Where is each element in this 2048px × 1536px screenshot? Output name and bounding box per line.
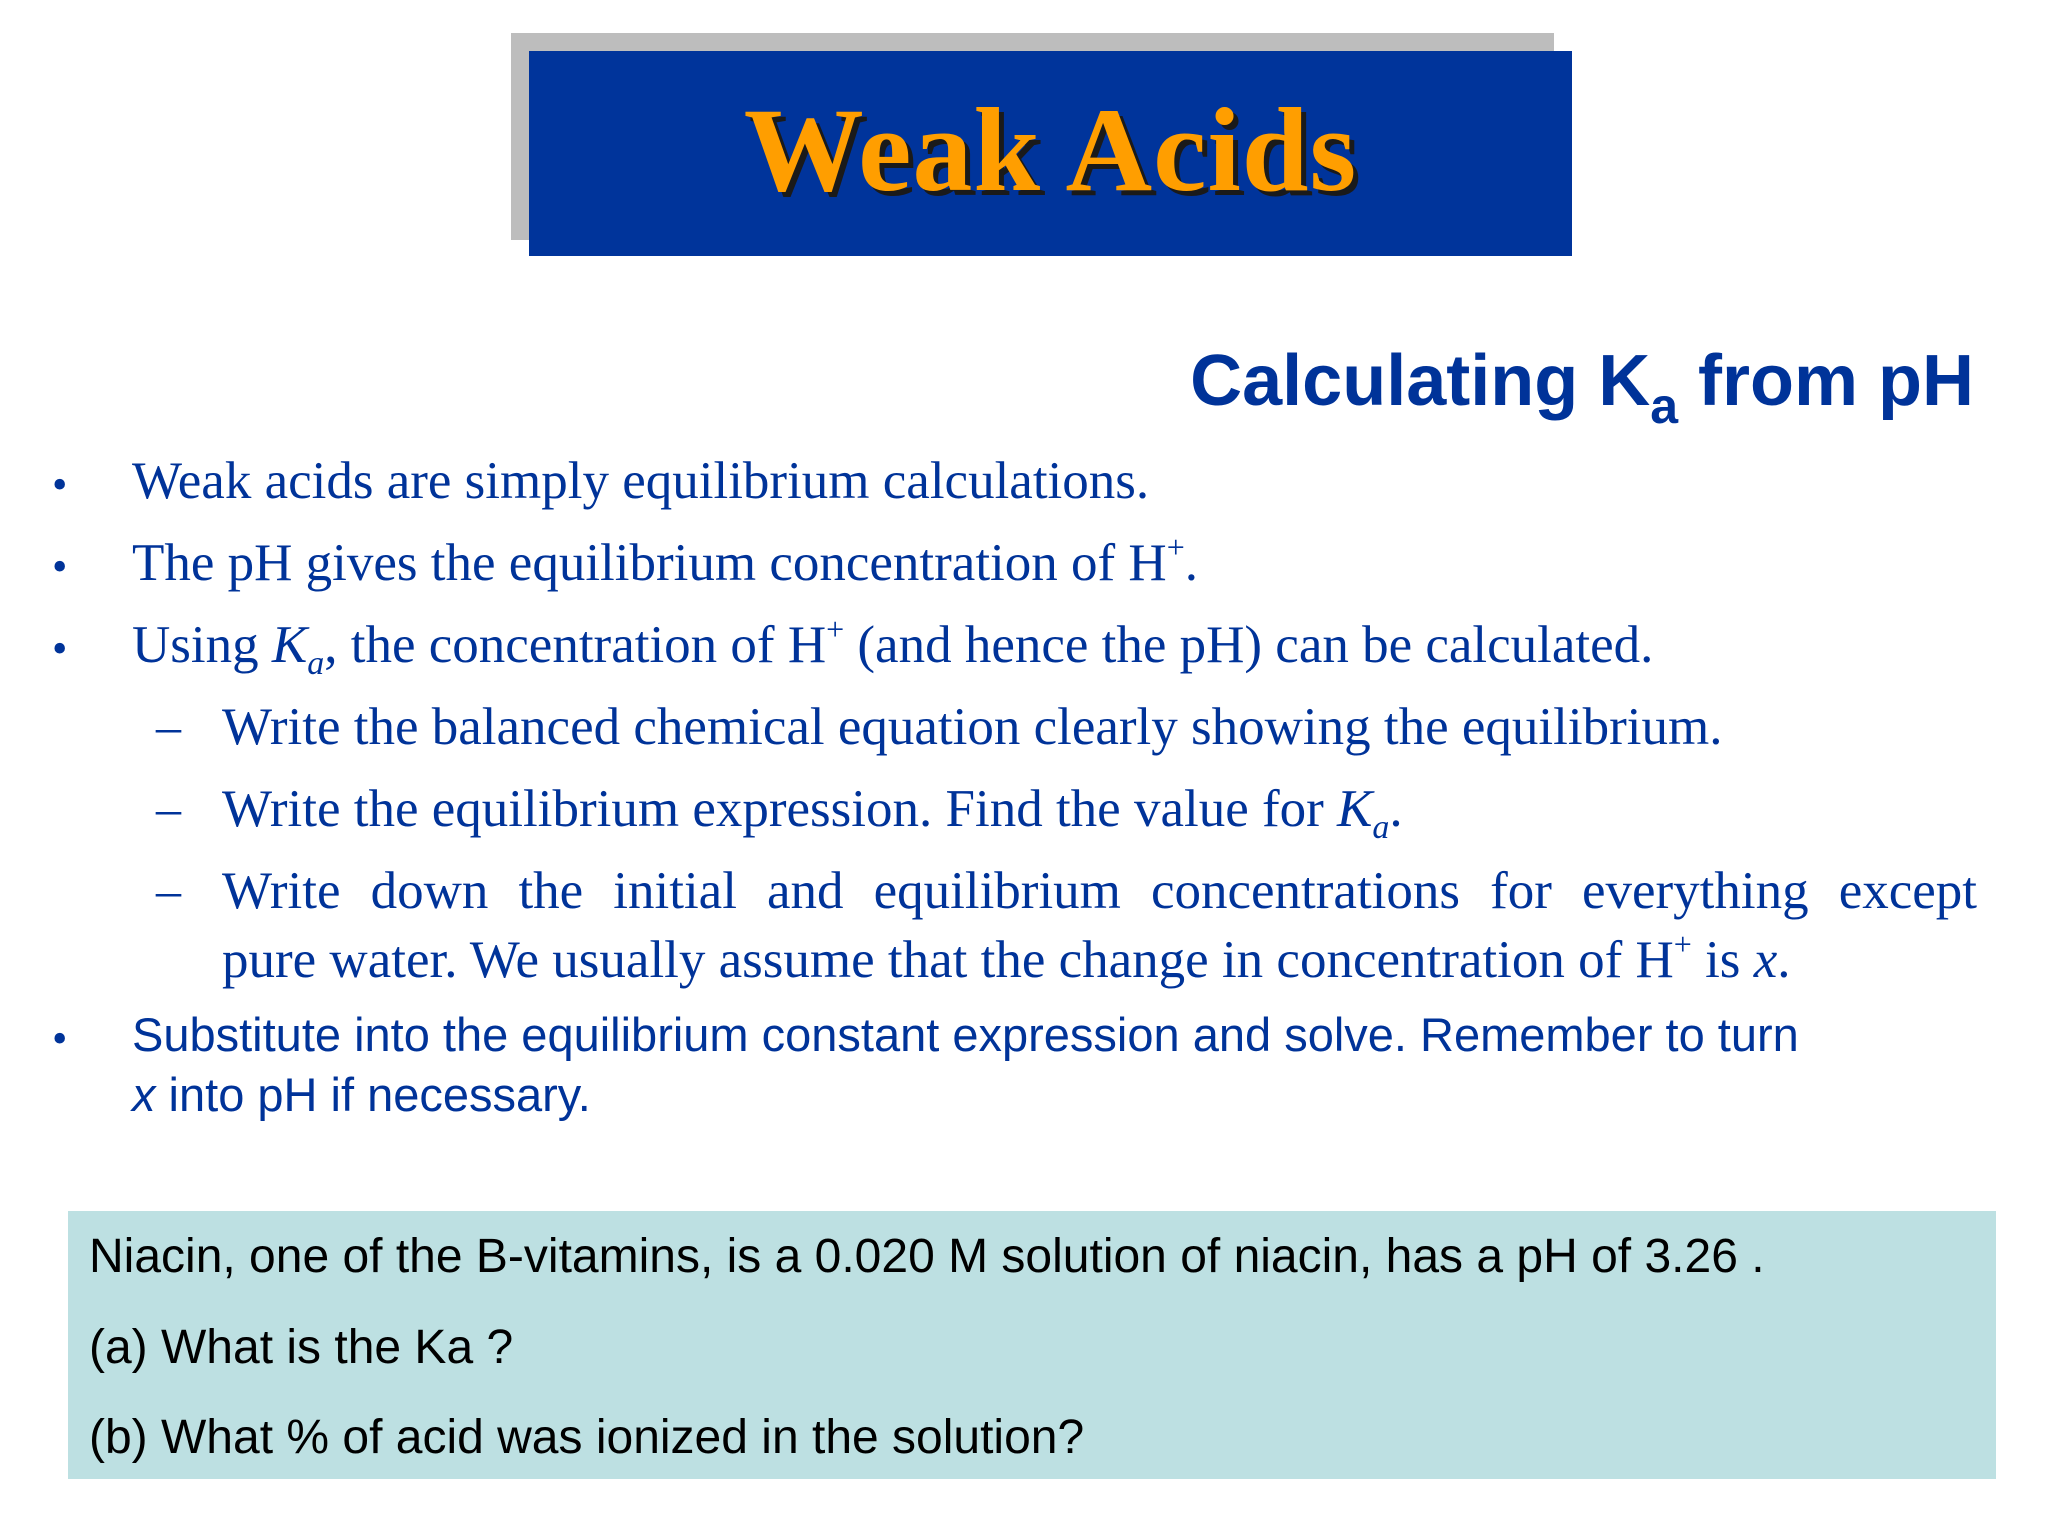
bullet-marker: • bbox=[52, 542, 68, 591]
sub-bullet-marker: – bbox=[156, 862, 181, 918]
sub-bullet-item: Write the equilibrium expression. Find the value for $K_a$. bbox=[222, 780, 1403, 846]
problem-statement: Niacin, one of the B-vitamins, is a 0.020 M solution of niacin, has a pH of 3.26 . bbox=[89, 1230, 1765, 1283]
problem-question-b: (b) What % of acid was ionized in the solution? bbox=[89, 1411, 1085, 1464]
sub-bullet-marker: – bbox=[156, 698, 181, 754]
bullet-item: Substitute into the equilibrium constant expression and solve. Remember to turn bbox=[132, 1008, 1799, 1061]
bullet-item-continuation: x into pH if necessary. bbox=[132, 1068, 591, 1121]
sub-bullet-item-continuation: pure water. We usually assume that the change in concentration of H+ is x. bbox=[222, 926, 1791, 989]
problem-box bbox=[68, 1211, 1996, 1479]
sub-bullet-item: Write the balanced chemical equation clearly showing the equilibrium. bbox=[222, 698, 1723, 756]
bullet-item: Using $K_a$, the concentration of H+ (and hence the pH) can be calculated. bbox=[132, 611, 1654, 682]
bullet-marker: • bbox=[52, 624, 68, 673]
sub-bullet-marker: – bbox=[156, 780, 181, 836]
title-banner bbox=[529, 51, 1572, 256]
bullet-item: The pH gives the equilibrium concentration of H+. bbox=[132, 529, 1198, 592]
bullet-item: Weak acids are simply equilibrium calculations. bbox=[132, 452, 1150, 510]
sub-bullet-item: Write down the initial and equilibrium concentrations for everything except bbox=[222, 862, 1977, 920]
problem-question-a: (a) What is the Ka ? bbox=[89, 1321, 514, 1374]
slide-subtitle: Calculating $K_a$ from pH bbox=[1190, 341, 1974, 434]
slide-title: Weak Acids bbox=[743, 82, 1358, 216]
bullet-marker: • bbox=[52, 460, 68, 509]
bullet-marker: • bbox=[52, 1014, 68, 1063]
